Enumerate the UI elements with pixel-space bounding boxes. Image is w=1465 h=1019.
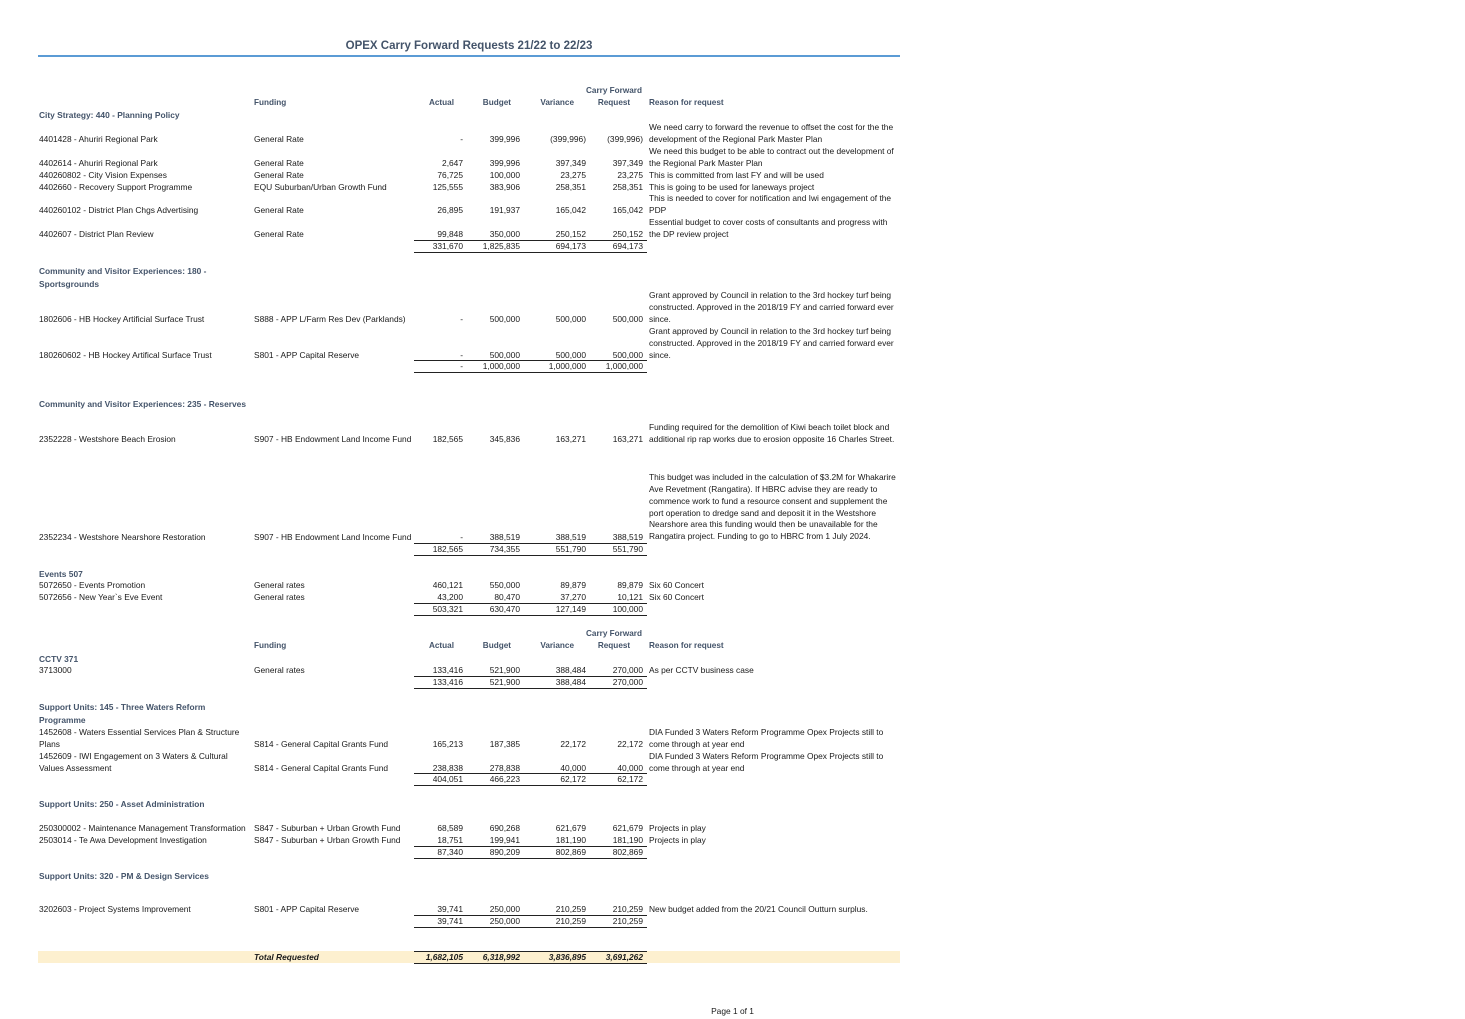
row-funding: S814 - General Capital Grants Fund (254, 739, 389, 749)
row-funding: General rates (254, 580, 305, 590)
subtotal-variance: 694,173 (555, 241, 586, 251)
subtotal-carry-forward: 551,790 (612, 544, 643, 554)
reason-text: Grant approved by Council in relation to the 3rd hockey turf being constructed. Approved in the 2018/19 FY and carried forward ever since. (649, 290, 894, 324)
subtotal-carry-forward: 62,172 (617, 774, 643, 784)
row-description: 4401428 - Ahuriri Regional Park (39, 134, 158, 144)
subtotal-actual: 133,416 (432, 677, 463, 687)
row-funding: General Rate (254, 229, 304, 239)
row-actual: 43,200 (437, 592, 463, 602)
table-row (0, 205, 1465, 216)
section-title: Support Units: 145 - Three Waters Reform Programme (39, 702, 206, 725)
row-variance: 40,000 (560, 763, 586, 773)
page-footer: Page 1 of 1 (711, 1006, 754, 1016)
table-row (0, 592, 1465, 603)
subtotal-budget: 250,000 (489, 916, 520, 926)
row-variance: 22,172 (560, 739, 586, 749)
row-actual: 76,725 (437, 170, 463, 180)
row-variance: 37,270 (560, 592, 586, 602)
subtotal-row (0, 361, 1465, 372)
row-budget: 500,000 (489, 314, 520, 324)
header-funding: Funding (254, 641, 287, 650)
reason-text: Grant approved by Council in relation to the 3rd hockey turf being constructed. Approved in the 2018/19 FY and carried forward ever since. (649, 326, 894, 360)
subtotal-actual: 404,051 (432, 774, 463, 784)
reason-text: As per CCTV business case (649, 665, 754, 675)
table-row (0, 580, 1465, 591)
row-description: 4402614 - Ahuriri Regional Park (39, 158, 158, 168)
table-row (0, 665, 1465, 676)
subtotal-variance: 1,000,000 (548, 361, 586, 371)
row-actual: - (460, 134, 463, 144)
row-funding: S814 - General Capital Grants Fund (254, 763, 389, 773)
subtotal-carry-forward: 802,869 (612, 847, 643, 857)
reason-text: This is needed to cover for notification and Iwi engagement of the PDP (649, 193, 892, 215)
reason-text: DIA Funded 3 Waters Reform Programme Opex Projects still to come through at year end (649, 727, 884, 749)
header-carry-forward: Carry Forward (586, 86, 642, 95)
row-funding: General rates (254, 592, 305, 602)
section-title: CCTV 371 (39, 654, 79, 664)
table-row (0, 170, 1465, 181)
row-budget: 383,906 (489, 182, 520, 192)
row-budget: 388,519 (489, 532, 520, 542)
row-budget: 278,838 (489, 763, 520, 773)
row-actual: 26,895 (437, 205, 463, 215)
row-carry-forward: 165,042 (612, 205, 643, 215)
row-budget: 191,937 (489, 205, 520, 215)
subtotal-variance: 388,484 (555, 677, 586, 687)
subtotal-double-rule (414, 615, 647, 616)
grand-total-double-rule (414, 963, 647, 964)
subtotal-carry-forward: 694,173 (612, 241, 643, 251)
subtotal-row (0, 604, 1465, 615)
grand-total-actual: 1,682,105 (425, 952, 463, 962)
row-variance: 388,519 (555, 532, 586, 542)
header-actual: Actual (428, 98, 454, 107)
subtotal-budget: 1,825,835 (482, 241, 520, 251)
subtotal-budget: 466,223 (489, 774, 520, 784)
row-funding: General Rate (254, 134, 304, 144)
row-variance: 23,275 (560, 170, 586, 180)
row-description-cont: Plans (39, 739, 60, 749)
subtotal-carry-forward: 270,000 (612, 677, 643, 687)
reason-text: Funding required for the demolition of Kiwi beach toilet block and additional rip rap works due to erosion opposite 16 Charles Street. (649, 422, 895, 444)
row-description: 3202603 - Project Systems Improvement (39, 904, 191, 914)
section-title: Community and Visitor Experiences: 235 - Reserves (39, 399, 246, 409)
row-actual: 165,213 (432, 739, 463, 749)
row-description: 5072656 - New Year`s Eve Event (39, 592, 163, 602)
subtotal-variance: 551,790 (555, 544, 586, 554)
subtotal-row (0, 847, 1465, 858)
row-carry-forward: 163,271 (612, 434, 643, 444)
header-funding: Funding (254, 98, 287, 107)
row-funding: S907 - HB Endowment Land Income Fund (254, 434, 412, 444)
row-funding: General Rate (254, 158, 304, 168)
row-actual: 99,848 (437, 229, 463, 239)
table-row (0, 350, 1465, 361)
table-row (0, 314, 1465, 325)
row-description: 250300002 - Maintenance Management Transformation (39, 823, 246, 833)
subtotal-carry-forward: 1,000,000 (605, 361, 643, 371)
row-carry-forward: 89,879 (617, 580, 643, 590)
table-row (0, 182, 1465, 193)
section-title: Community and Visitor Experiences: 180 - Sportsgrounds (39, 266, 207, 289)
subtotal-carry-forward: 210,259 (612, 916, 643, 926)
row-funding: S847 - Suburban + Urban Growth Fund (254, 823, 401, 833)
table-row (0, 134, 1465, 145)
subtotal-variance: 127,149 (555, 604, 586, 614)
header-request: Request (597, 98, 631, 107)
row-carry-forward: 397,349 (612, 158, 643, 168)
row-variance: 621,679 (555, 823, 586, 833)
grand-total-variance: 3,836,895 (548, 952, 586, 962)
subtotal-budget: 521,900 (489, 677, 520, 687)
header-budget: Budget (482, 98, 511, 107)
table-row (0, 434, 1465, 445)
section-title: Support Units: 320 - PM & Design Services (39, 871, 209, 881)
row-carry-forward: 388,519 (612, 532, 643, 542)
subtotal-double-rule (414, 858, 647, 859)
header-budget: Budget (482, 641, 511, 650)
section-title: City Strategy: 440 - Planning Policy (39, 110, 180, 120)
subtotal-carry-forward: 100,000 (612, 604, 643, 614)
row-budget: 345,836 (489, 434, 520, 444)
row-budget: 80,470 (494, 592, 520, 602)
row-carry-forward: 500,000 (612, 350, 643, 360)
row-variance: 388,484 (555, 665, 586, 675)
table-row (0, 158, 1465, 169)
subtotal-actual: 182,565 (432, 544, 463, 554)
table-row (0, 823, 1465, 834)
row-variance: 500,000 (555, 350, 586, 360)
row-variance: 500,000 (555, 314, 586, 324)
row-carry-forward: 270,000 (612, 665, 643, 675)
subtotal-actual: 503,321 (432, 604, 463, 614)
subtotal-budget: 890,209 (489, 847, 520, 857)
subtotal-double-rule (414, 688, 647, 689)
row-description: 5072650 - Events Promotion (39, 580, 146, 590)
row-variance: 89,879 (560, 580, 586, 590)
row-actual: 182,565 (432, 434, 463, 444)
row-carry-forward: 10,121 (617, 592, 643, 602)
table-row (0, 739, 1465, 750)
row-funding: S907 - HB Endowment Land Income Fund (254, 532, 412, 542)
row-description: 1452608 - Waters Essential Services Plan & Structure (39, 727, 240, 737)
subtotal-variance: 210,259 (555, 916, 586, 926)
reason-text: Six 60 Concert (649, 580, 704, 590)
header-actual: Actual (428, 641, 454, 650)
row-description: 4402660 - Recovery Support Programme (39, 182, 193, 192)
title-rule (38, 55, 900, 57)
subtotal-double-rule (414, 785, 647, 786)
subtotal-budget: 630,470 (489, 604, 520, 614)
reason-text: Essential budget to cover costs of consultants and progress with the DP review project (649, 217, 888, 239)
row-variance: 181,190 (555, 835, 586, 845)
subtotal-actual: 331,670 (432, 241, 463, 251)
section-title: Events 507 (39, 569, 83, 579)
subtotal-row (0, 916, 1465, 927)
reason-text: New budget added from the 20/21 Council Outturn surplus. (649, 904, 868, 914)
row-description: 1452609 - IWI Engagement on 3 Waters & Cultural (39, 751, 228, 761)
subtotal-double-rule (414, 372, 647, 373)
subtotal-double-rule (414, 927, 647, 928)
subtotal-variance: 802,869 (555, 847, 586, 857)
row-funding: General rates (254, 665, 305, 675)
reason-text: This is going to be used for laneways project (649, 182, 815, 192)
header-request: Request (597, 641, 631, 650)
row-carry-forward: 500,000 (612, 314, 643, 324)
row-carry-forward: (399,996) (607, 134, 643, 144)
table-row (0, 229, 1465, 240)
reason-text: Projects in play (649, 823, 706, 833)
row-description-cont: Values Assessment (39, 763, 112, 773)
row-budget: 399,996 (489, 158, 520, 168)
subtotal-actual: 87,340 (437, 847, 463, 857)
row-description: 440260802 - City Vision Expenses (39, 170, 167, 180)
row-carry-forward: 22,172 (617, 739, 643, 749)
row-carry-forward: 621,679 (612, 823, 643, 833)
row-budget: 399,996 (489, 134, 520, 144)
reason-text: Six 60 Concert (649, 592, 704, 602)
page-title: OPEX Carry Forward Requests 21/22 to 22/23 (345, 40, 593, 52)
row-actual: 2,647 (442, 158, 463, 168)
row-actual: 133,416 (432, 665, 463, 675)
row-budget: 550,000 (489, 580, 520, 590)
subtotal-actual: - (460, 361, 463, 371)
subtotal-row (0, 774, 1465, 785)
row-funding: S888 - APP L/Farm Res Dev (Parklands) (254, 314, 406, 324)
header-reason: Reason for request (649, 98, 724, 107)
subtotal-double-rule (414, 555, 647, 556)
row-carry-forward: 181,190 (612, 835, 643, 845)
table-row (0, 763, 1465, 774)
grand-total-budget: 6,318,992 (482, 952, 520, 962)
row-variance: 250,152 (555, 229, 586, 239)
row-carry-forward: 23,275 (617, 170, 643, 180)
subtotal-row (0, 677, 1465, 688)
header-carry-forward: Carry Forward (586, 629, 642, 638)
row-variance: 165,042 (555, 205, 586, 215)
row-description: 3713000 (39, 665, 72, 675)
grand-total-top-rule (414, 951, 647, 952)
row-funding: General Rate (254, 170, 304, 180)
grand-total-label: Total Requested (254, 952, 319, 962)
row-variance: 210,259 (555, 904, 586, 914)
row-budget: 199,941 (489, 835, 520, 845)
row-actual: - (460, 532, 463, 542)
row-actual: 39,741 (437, 904, 463, 914)
row-actual: 125,555 (432, 182, 463, 192)
row-variance: 258,351 (555, 182, 586, 192)
row-carry-forward: 210,259 (612, 904, 643, 914)
reason-text: This budget was included in the calculation of $3.2M for Whakarire Ave Revetment (Rangatira). If HBRC advise they are ready to commence work to fund a resource consent and supplement the port operation to dredge sand and deposit it in the Westshore Nearshore area this funding would then be unavailable for the Rangatira project. Funding to go to HBRC from 1 July 2024. (649, 472, 896, 542)
row-budget: 250,000 (489, 904, 520, 914)
row-actual: 68,589 (437, 823, 463, 833)
reason-text: We need carry to forward the revenue to offset the cost for the the development of the Regional Park Master Plan (649, 122, 894, 144)
subtotal-row (0, 241, 1465, 252)
table-row (0, 532, 1465, 543)
subtotal-double-rule (414, 252, 647, 253)
row-variance: 397,349 (555, 158, 586, 168)
header-variance: Variance (540, 641, 574, 650)
row-description: 2352228 - Westshore Beach Erosion (39, 434, 176, 444)
reason-text: Projects in play (649, 835, 706, 845)
row-description: 1802606 - HB Hockey Artificial Surface Trust (39, 314, 205, 324)
header-variance: Variance (540, 98, 574, 107)
subtotal-budget: 734,355 (489, 544, 520, 554)
row-description: 2352234 - Westshore Nearshore Restoration (39, 532, 206, 542)
row-carry-forward: 258,351 (612, 182, 643, 192)
row-actual: 460,121 (432, 580, 463, 590)
row-budget: 187,385 (489, 739, 520, 749)
row-actual: - (460, 314, 463, 324)
row-carry-forward: 250,152 (612, 229, 643, 239)
row-description: 440260102 - District Plan Chgs Advertising (39, 205, 199, 215)
row-funding: S801 - APP Capital Reserve (254, 904, 360, 914)
row-variance: (399,996) (550, 134, 586, 144)
row-funding: S801 - APP Capital Reserve (254, 350, 360, 360)
row-description: 2503014 - Te Awa Development Investigation (39, 835, 207, 845)
reason-text: This is committed from last FY and will be used (649, 170, 824, 180)
row-budget: 521,900 (489, 665, 520, 675)
row-description: 4402607 - District Plan Review (39, 229, 154, 239)
row-description: 180260602 - HB Hockey Artifical Surface Trust (39, 350, 212, 360)
row-variance: 163,271 (555, 434, 586, 444)
table-row (0, 904, 1465, 915)
row-carry-forward: 40,000 (617, 763, 643, 773)
section-title: Support Units: 250 - Asset Administration (39, 799, 205, 809)
row-budget: 100,000 (489, 170, 520, 180)
row-budget: 350,000 (489, 229, 520, 239)
grand-total-row (0, 952, 1465, 963)
subtotal-budget: 1,000,000 (482, 361, 520, 371)
row-funding: General Rate (254, 205, 304, 215)
row-funding: EQU Suburban/Urban Growth Fund (254, 182, 387, 192)
row-actual: 238,838 (432, 763, 463, 773)
row-budget: 690,268 (489, 823, 520, 833)
row-funding: S847 - Suburban + Urban Growth Fund (254, 835, 401, 845)
row-actual: - (460, 350, 463, 360)
row-budget: 500,000 (489, 350, 520, 360)
grand-total-carry-forward: 3,691,262 (605, 952, 643, 962)
reason-text: DIA Funded 3 Waters Reform Programme Opex Projects still to come through at year end (649, 751, 884, 773)
row-actual: 18,751 (437, 835, 463, 845)
header-reason: Reason for request (649, 641, 724, 650)
subtotal-row (0, 544, 1465, 555)
reason-text: We need this budget to be able to contract out the development of the Regional Park Master Plan (649, 146, 894, 168)
subtotal-actual: 39,741 (437, 916, 463, 926)
subtotal-variance: 62,172 (560, 774, 586, 784)
table-row (0, 835, 1465, 846)
